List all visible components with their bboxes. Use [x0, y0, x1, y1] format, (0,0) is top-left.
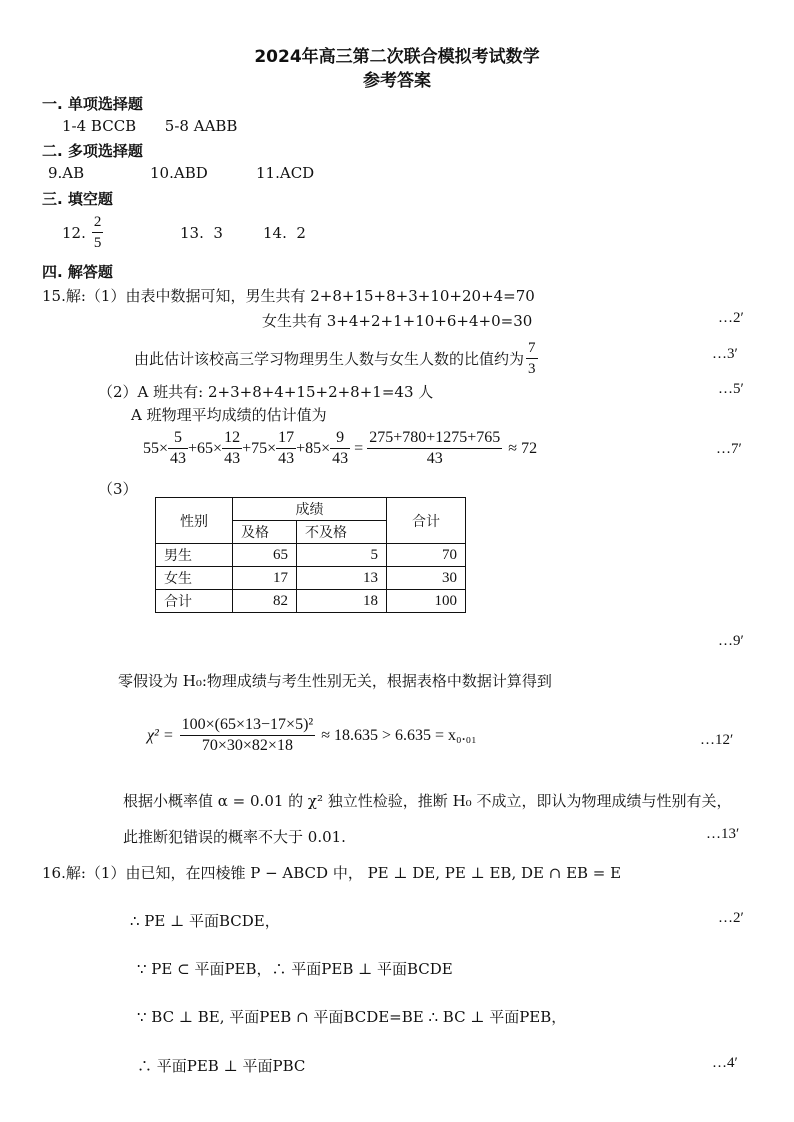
avg-frac-3-num: 17: [276, 428, 296, 449]
q15-part1-line3: [134, 338, 538, 379]
table-cell-total: 100: [387, 590, 466, 613]
table-cell-fail: 5: [297, 544, 387, 567]
fill-answer-13: 13. 3: [180, 224, 223, 242]
q15-score-mark-3: …3′: [712, 346, 738, 362]
section-single-choice-heading: 一. 单项选择题: [42, 95, 143, 113]
q15-ratio-fraction: [526, 338, 538, 379]
avg-coef-75: +75×: [242, 439, 277, 457]
q15-ratio-text: 由此估计该校高三学习物理男生人数与女生人数的比值约为: [134, 350, 525, 368]
table-header-total: 合计: [387, 498, 466, 544]
fill-12-fraction: [92, 212, 104, 253]
q15-null-hypothesis: 零假设为 H₀:物理成绩与考生性别无关，根据表格中数据计算得到: [118, 672, 552, 690]
q15-ratio-numerator: 7: [526, 338, 538, 359]
table-header-score: 成绩: [233, 498, 387, 521]
avg-frac-result: [367, 428, 502, 469]
avg-result-num: 275+780+1275+765: [367, 428, 502, 449]
table-cell-pass: 82: [233, 590, 297, 613]
multi-answer-11: 11.ACD: [256, 164, 315, 182]
q15-part2-line2: A 班物理平均成绩的估计值为: [131, 406, 327, 424]
avg-frac-2-num: 12: [222, 428, 242, 449]
q15-chi-square-formula: [147, 715, 477, 756]
q16-score-mark-4: …4′: [712, 1055, 738, 1071]
q16-line3: ∵ PE ⊂ 平面PEB，∴ 平面PEB ⊥ 平面BCDE: [137, 960, 453, 978]
q15-score-mark-9: …9′: [718, 633, 744, 649]
q15-conclusion-line1: 根据小概率值 α = 0.01 的 χ² 独立性检验，推断 H₀ 不成立，即认为物理成绩与性别有关，: [123, 792, 732, 810]
table-row-label: 男生: [156, 544, 233, 567]
fill-12-denominator: 5: [93, 235, 102, 251]
q15-score-mark-13: …13′: [706, 826, 740, 842]
q16-line2: ∴ PE ⊥ 平面BCDE，: [130, 912, 280, 930]
page-title: 2024年高三第二次联合模拟考试数学: [254, 47, 540, 67]
fill-answer-12: [62, 212, 103, 253]
avg-frac-3-den: 43: [278, 450, 295, 467]
q15-conclusion-line2: 此推断犯错误的概率不大于 0.01.: [123, 828, 346, 846]
table-cell-fail: 13: [297, 567, 387, 590]
q16-line4: ∵ BC ⊥ BE, 平面PEB ∩ 平面BCDE=BE ∴ BC ⊥ 平面PEB，: [137, 1008, 567, 1026]
multi-answer-9: 9.AB: [48, 164, 85, 182]
avg-frac-3: [276, 428, 296, 469]
page-subtitle: 参考答案: [363, 71, 431, 91]
fill-12-numerator: 2: [92, 212, 104, 233]
q15-part2-line1: （2）A 班共有: 2+3+8+4+15+2+8+1=43 人: [98, 383, 434, 401]
avg-coef-55: 55×: [143, 439, 169, 457]
avg-frac-1-den: 43: [170, 450, 187, 467]
table-header-gender: 性别: [156, 498, 233, 544]
score-gender-table: [155, 497, 466, 613]
q15-part1-line1: 15.解:（1）由表中数据可知，男生共有 2+8+15+8+3+10+20+4=70: [42, 287, 535, 305]
table-row-label: 女生: [156, 567, 233, 590]
q15-score-mark-5: …5′: [718, 381, 744, 397]
q15-score-mark-12: …12′: [700, 732, 734, 748]
q15-average-formula: [143, 428, 537, 469]
q16-line5: ∴ 平面PEB ⊥ 平面PBC: [137, 1057, 306, 1075]
chi-denominator: 70×30×82×18: [201, 737, 293, 754]
avg-frac-4: [330, 428, 350, 469]
avg-coef-85: +85×: [296, 439, 331, 457]
table-cell-pass: 17: [233, 567, 297, 590]
q15-score-mark-7: …7′: [716, 441, 742, 457]
avg-approx: ≈ 72: [508, 439, 538, 457]
q15-part1-line2: 女生共有 3+4+2+1+10+6+4+0=30: [262, 312, 533, 330]
table-row: [156, 544, 466, 567]
avg-frac-2-den: 43: [224, 450, 241, 467]
table-cell-total: 30: [387, 567, 466, 590]
avg-frac-4-den: 43: [332, 450, 349, 467]
chi-numerator: 100×(65×13−17×5)²: [180, 715, 316, 736]
avg-frac-1: [168, 428, 188, 469]
avg-frac-4-num: 9: [330, 428, 350, 449]
table-row-label: 合计: [156, 590, 233, 613]
table-header-fail: 不及格: [297, 521, 387, 544]
table-row: [156, 567, 466, 590]
avg-frac-2: [222, 428, 242, 469]
fill-answer-14: 14. 2: [263, 224, 306, 242]
q15-ratio-denominator: 3: [528, 361, 536, 377]
q15-part3-label: （3）: [98, 480, 138, 498]
chi-rhs: ≈ 18.635 > 6.635 = x₀.₀₁: [321, 726, 477, 744]
table-cell-pass: 65: [233, 544, 297, 567]
fill-12-label: 12.: [62, 223, 86, 242]
chi-lhs: χ² =: [147, 726, 174, 744]
q16-score-mark-2: …2′: [718, 910, 744, 926]
table-cell-fail: 18: [297, 590, 387, 613]
avg-coef-65: +65×: [188, 439, 223, 457]
section-solve-heading: 四. 解答题: [42, 263, 113, 281]
avg-equals: =: [354, 439, 364, 457]
avg-result-den: 43: [426, 450, 443, 467]
q16-line1: 16.解:（1）由已知，在四棱锥 P − ABCD 中， PE ⊥ DE, PE ⊥ EB, DE ∩ EB = E: [42, 864, 622, 882]
table-row: [156, 590, 466, 613]
table-header-pass: 及格: [233, 521, 297, 544]
section-fill-heading: 三. 填空题: [42, 190, 113, 208]
q15-score-mark-2: …2′: [718, 310, 744, 326]
chi-fraction: [180, 715, 316, 756]
table-cell-total: 70: [387, 544, 466, 567]
section-multi-choice-heading: 二. 多项选择题: [42, 142, 143, 160]
single-choice-answers: 1-4 BCCB 5-8 AABB: [62, 117, 238, 135]
avg-frac-1-num: 5: [168, 428, 188, 449]
multi-answer-10: 10.ABD: [150, 164, 208, 182]
